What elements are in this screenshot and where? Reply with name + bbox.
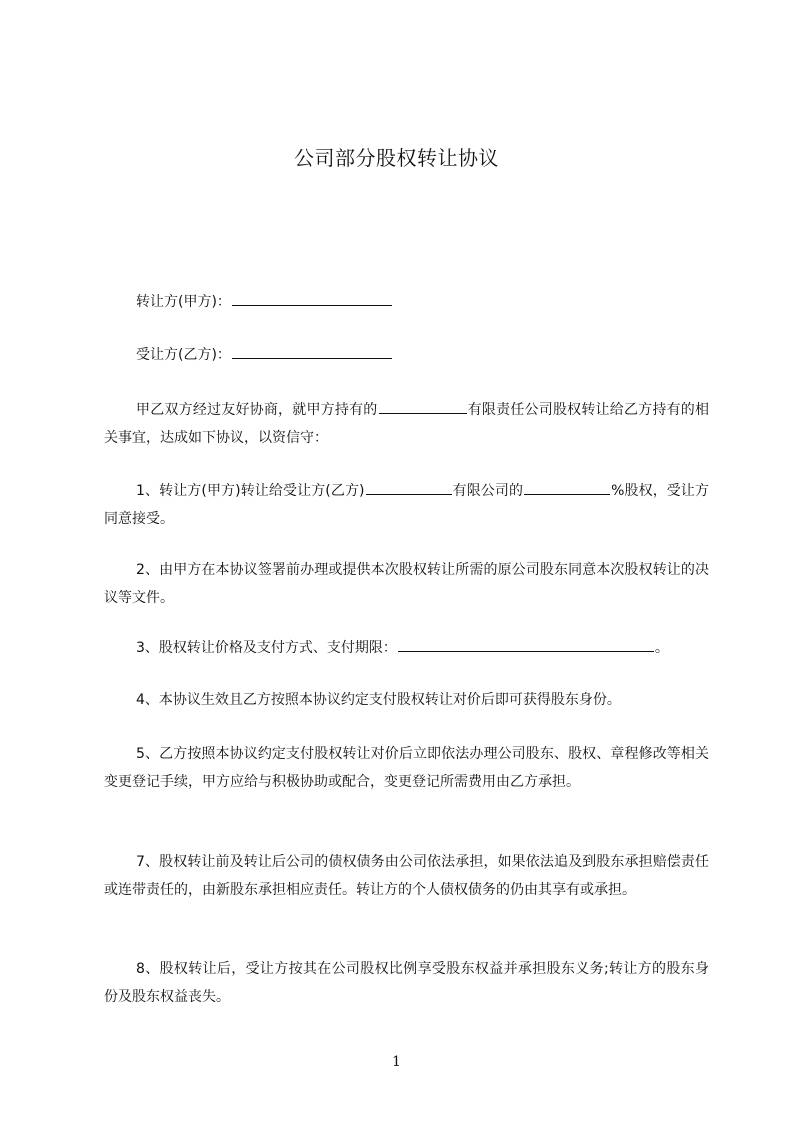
transferee-blank[interactable] — [232, 344, 392, 359]
clause-3-price-blank[interactable] — [398, 637, 654, 652]
clause-1-percent-blank[interactable] — [524, 480, 610, 495]
clause-1-text-3: %股权，受让方同意接受。 — [104, 483, 709, 527]
clause-1-text-1: 1、转让方(甲方)转让给受让方(乙方) — [136, 483, 365, 499]
page-number: 1 — [392, 1054, 401, 1070]
clause-3 — [104, 634, 709, 662]
clause-5: 5、乙方按照本协议约定支付股权转让对价后立即依法办理公司股东、股权、章程修改等相关变更登记手续，甲方应给与积极协助或配合，变更登记所需费用由乙方承担。 — [104, 746, 709, 790]
intro-paragraph — [104, 396, 709, 452]
transferor-blank[interactable] — [232, 291, 392, 306]
clause-2: 2、由甲方在本协议签署前办理或提供本次股权转让所需的原公司股东同意本次股权转让的决议等文件。 — [104, 562, 709, 606]
transferee-label: 受让方(乙方)： — [136, 347, 231, 363]
transferor-label: 转让方(甲方)： — [136, 294, 231, 310]
clause-1-text-2: 有限公司的 — [452, 483, 524, 499]
clause-3-text-1: 3、股权转让价格及支付方式、支付期限： — [136, 640, 397, 656]
document-title: 公司部分股权转让协议 — [294, 146, 499, 170]
clause-1 — [104, 477, 709, 533]
transferor-line — [136, 291, 393, 312]
company-name-blank[interactable] — [379, 399, 467, 414]
clause-3-text-2: 。 — [654, 640, 669, 656]
clause-8: 8、股权转让后，受让方按其在公司股权比例享受股东权益并承担股东义务;转让方的股东身份及股东权益丧失。 — [104, 961, 709, 1005]
intro-text-2: 有限责任公司股权转让给乙方持有的相关事宜，达成如下协议，以资信守： — [104, 402, 709, 446]
clause-1-company-blank[interactable] — [366, 480, 452, 495]
clause-7: 7、股权转让前及转让后公司的债权债务由公司依法承担，如果依法追及到股东承担赔偿责任或连带责任的，由新股东承担相应责任。转让方的个人债权债务的仍由其享有或承担。 — [104, 854, 709, 898]
transferee-line — [136, 344, 393, 365]
clause-4: 4、本协议生效且乙方按照本协议约定支付股权转让对价后即可获得股东身份。 — [136, 692, 621, 708]
intro-text-1: 甲乙双方经过友好协商，就甲方持有的 — [136, 402, 378, 418]
